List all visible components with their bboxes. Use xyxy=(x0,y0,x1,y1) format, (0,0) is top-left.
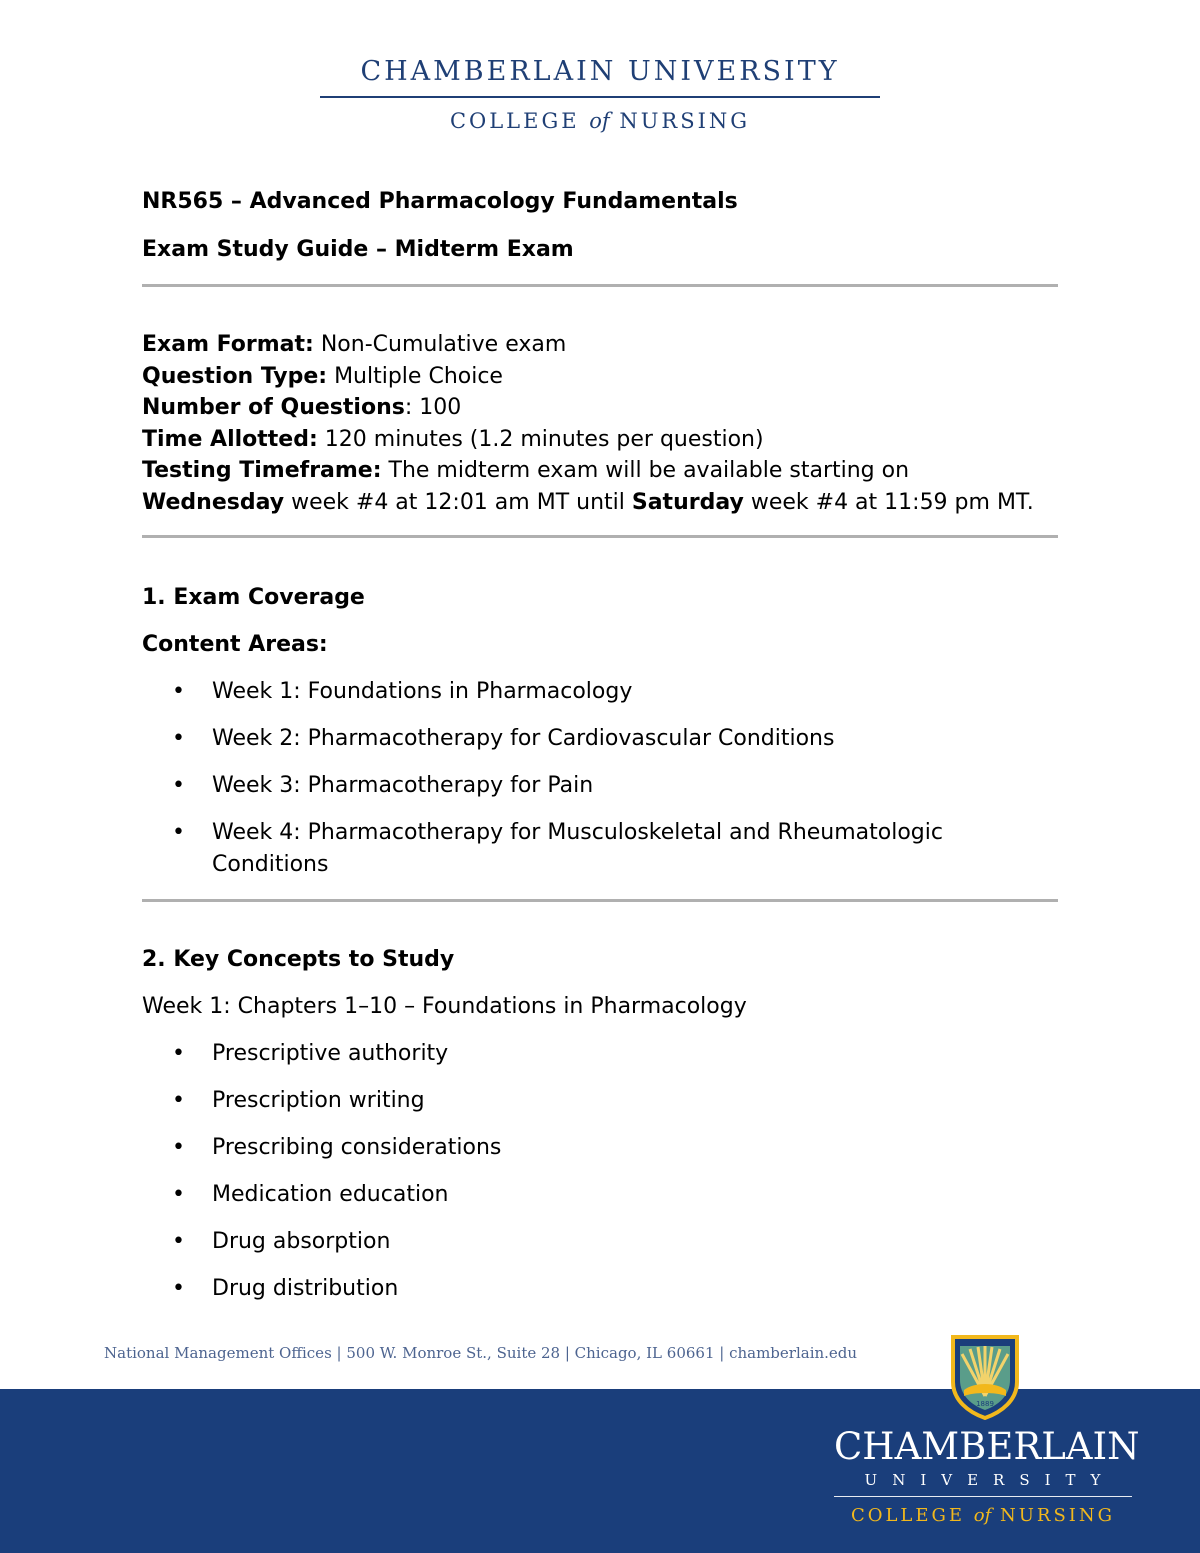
list-item: • Week 3: Pharmacotherapy for Pain xyxy=(142,770,1058,802)
list-item: • Prescriptive authority xyxy=(142,1038,1058,1070)
guide-title: Exam Study Guide – Midterm Exam xyxy=(142,237,574,262)
exam-coverage-heading: 1. Exam Coverage xyxy=(142,584,365,610)
header-college-prefix: COLLEGE xyxy=(449,109,580,133)
footer-logo-college xyxy=(834,1503,1132,1529)
header-divider xyxy=(320,96,880,98)
header-college-name xyxy=(320,106,880,136)
list-item: • Drug absorption xyxy=(142,1226,1058,1258)
exam-format-line xyxy=(142,329,1058,361)
header-college-of: of xyxy=(589,109,610,133)
time-allotted-line xyxy=(142,424,1058,456)
time-allotted-value: 120 minutes (1.2 minutes per question) xyxy=(317,426,764,452)
list-item: • Week 2: Pharmacotherapy for Cardiovascular Conditions xyxy=(142,723,1058,755)
university-header xyxy=(320,52,880,136)
footer-address: National Management Offices | 500 W. Monroe St., Suite 28 | Chicago, IL 60661 | chamberlain.edu xyxy=(104,1344,858,1362)
question-type-label: Question Type: xyxy=(142,363,328,389)
header-college-suffix: NURSING xyxy=(619,109,751,133)
list-item: • Week 4: Pharmacotherapy for Musculoskeletal and Rheumatologic Conditions xyxy=(142,817,1058,881)
testing-timeframe-line xyxy=(142,455,1058,518)
timeframe-text-1: The midterm exam will be available starting on xyxy=(381,458,910,484)
list-item: • Week 1: Foundations in Pharmacology xyxy=(142,676,1058,708)
question-type-value: Multiple Choice xyxy=(327,363,503,389)
num-questions-value: : 100 xyxy=(404,395,462,421)
footer-logo-university: UNIVERSITY xyxy=(864,1471,1116,1489)
timeframe-end-day: Saturday xyxy=(631,489,744,515)
time-allotted-label: Time Allotted: xyxy=(142,426,318,452)
section-divider xyxy=(142,284,1058,287)
exam-format-label: Exam Format: xyxy=(142,332,314,357)
exam-format-value: Non-Cumulative exam xyxy=(313,332,567,357)
num-questions-label: Number of Questions xyxy=(142,395,405,421)
week1-chapters-heading: Week 1: Chapters 1–10 – Foundations in Pharmacology xyxy=(142,993,747,1019)
university-shield-icon xyxy=(950,1334,1020,1420)
key-concepts-list xyxy=(142,1038,1058,1305)
timeframe-text-3: week #4 at 11:59 pm MT. xyxy=(743,489,1034,515)
shield-year: 1889 xyxy=(976,1400,994,1408)
course-title: NR565 – Advanced Pharmacology Fundamentals xyxy=(142,189,738,214)
footer-logo-college-suffix: NURSING xyxy=(1000,1505,1116,1526)
key-concepts-heading: 2. Key Concepts to Study xyxy=(142,946,455,972)
section-divider xyxy=(142,899,1058,902)
list-item: • Drug distribution xyxy=(142,1273,1058,1305)
list-item: • Prescription writing xyxy=(142,1085,1058,1117)
list-item: • Prescribing considerations xyxy=(142,1132,1058,1164)
testing-timeframe-label: Testing Timeframe: xyxy=(142,458,382,484)
num-questions-line xyxy=(142,392,1058,424)
content-areas-list xyxy=(142,676,1058,881)
footer-logo-divider xyxy=(834,1496,1132,1497)
question-type-line xyxy=(142,361,1058,393)
exam-info xyxy=(142,329,1058,519)
footer-logo-college-prefix: COLLEGE xyxy=(850,1505,966,1526)
header-university-name: CHAMBERLAIN UNIVERSITY xyxy=(360,56,840,87)
footer-logo-name: CHAMBERLAIN xyxy=(834,1425,1140,1468)
footer-logo-college-of: of xyxy=(973,1505,992,1526)
timeframe-text-2: week #4 at 12:01 am MT until xyxy=(284,489,632,515)
footer-logo xyxy=(834,1425,1140,1529)
document-body xyxy=(142,186,1058,1305)
content-areas-heading: Content Areas: xyxy=(142,631,328,657)
list-item: • Medication education xyxy=(142,1179,1058,1211)
timeframe-start-day: Wednesday xyxy=(142,489,285,515)
section-divider xyxy=(142,535,1058,538)
